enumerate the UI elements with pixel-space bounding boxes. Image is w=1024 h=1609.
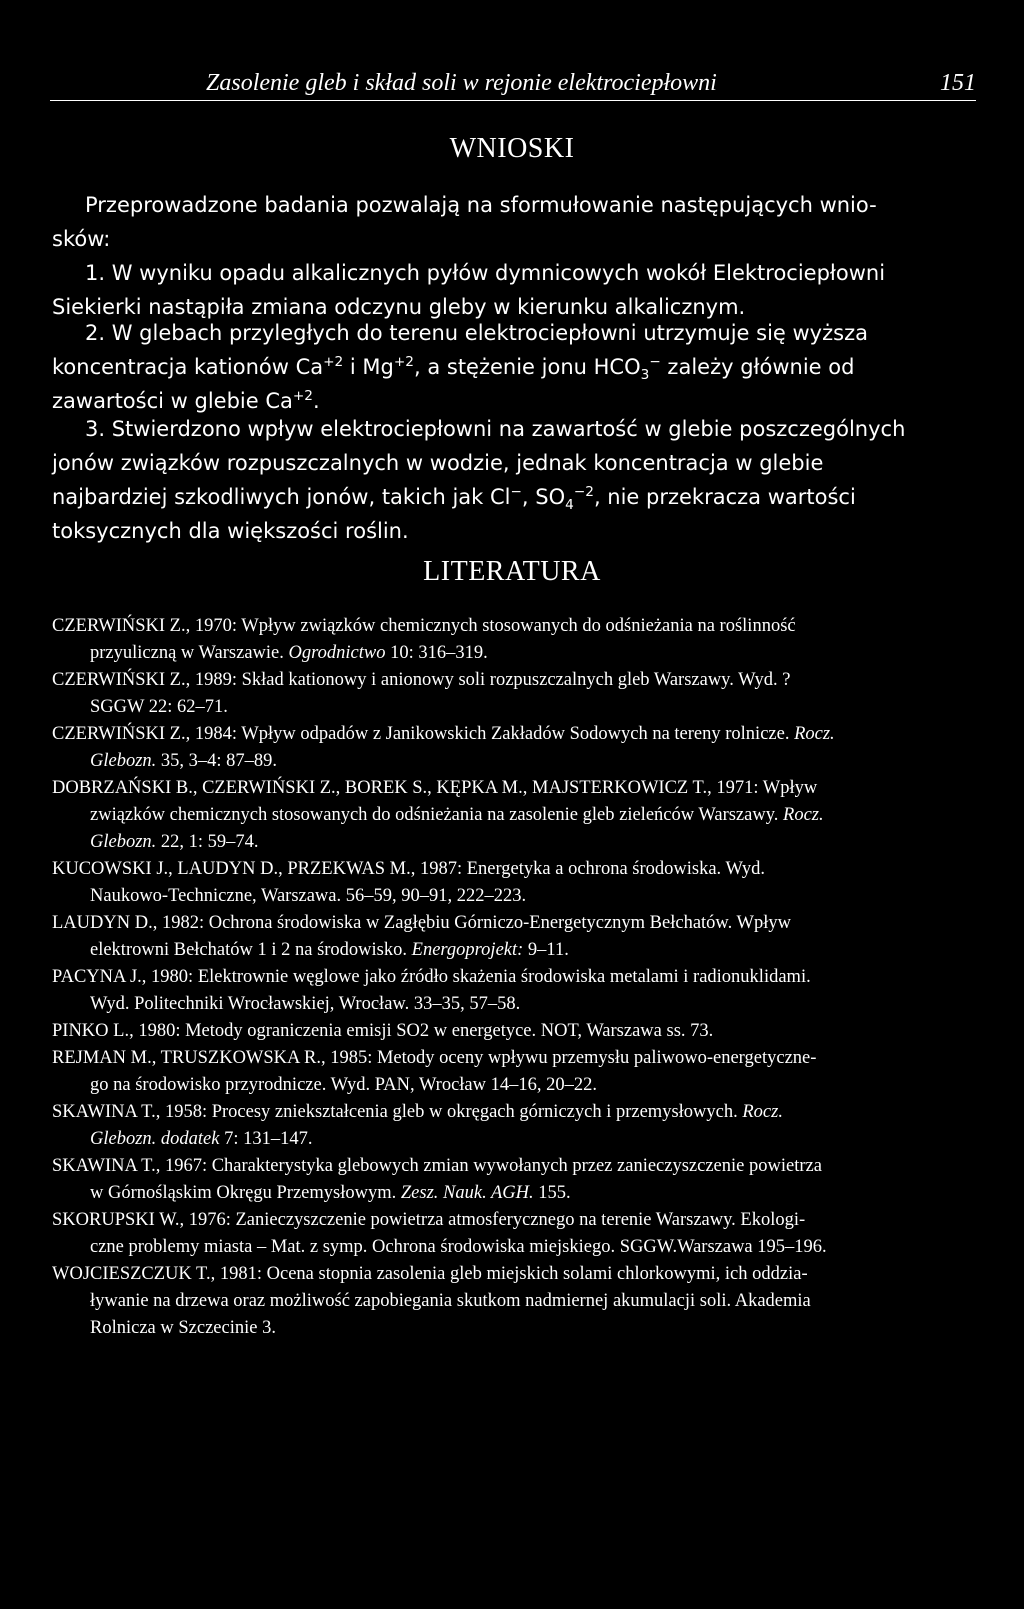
superscript: −2 <box>573 484 594 500</box>
superscript: − <box>510 484 522 500</box>
reference-line <box>52 1234 976 1261</box>
reference-line <box>52 1045 976 1072</box>
reference-entry <box>52 775 976 856</box>
conclusion-1 <box>52 256 976 324</box>
reference-text: CZERWIŃSKI Z., 1989: Skład kationowy i anionowy soli rozpuszczalnych gleb Warszawy. Wyd. ? <box>52 670 791 690</box>
page-number: 151 <box>940 70 976 96</box>
reference-text: czne problemy miasta – Mat. z symp. Ochrona środowiska miejskiego. SGGW.Warszawa 195–196. <box>90 1237 827 1257</box>
reference-text: 9–11. <box>523 940 569 960</box>
journal-title: Glebozn. <box>90 751 157 771</box>
reference-text: SKAWINA T., 1967: Charakterystyka glebowych zmian wywołanych przez zanieczyszczenie powietrza <box>52 1156 822 1176</box>
reference-line <box>52 1180 976 1207</box>
reference-line <box>52 1072 976 1099</box>
subscript: 4 <box>565 497 574 514</box>
reference-line <box>52 910 976 937</box>
section-heading-wnioski: WNIOSKI <box>449 133 575 164</box>
text-run: , SO <box>521 485 566 509</box>
text-line: 1. W wyniku opadu alkalicznych pyłów dymnicowych wokół Elektrociepłowni <box>85 261 886 285</box>
reference-text: 155. <box>533 1183 571 1203</box>
journal-title: Rocz. <box>742 1102 783 1122</box>
reference-text: SKORUPSKI W., 1976: Zanieczyszczenie powietrza atmosferycznego na terenie Warszawy. Ekologi- <box>52 1210 806 1230</box>
reference-text: CZERWIŃSKI Z., 1970: Wpływ związków chemicznych stosowanych do odśnieżania na roślinność <box>52 616 796 636</box>
reference-line <box>52 640 976 667</box>
journal-title: Glebozn. dodatek <box>90 1129 220 1149</box>
reference-entry <box>52 1045 976 1099</box>
superscript: +2 <box>292 388 313 404</box>
reference-line <box>52 721 976 748</box>
text-line: Siekierki nastąpiła zmiana odczynu gleby w kierunku alkalicznym. <box>52 295 746 319</box>
text-line: jonów związków rozpuszczalnych w wodzie, jednak koncentracja w glebie <box>52 451 824 475</box>
reference-entry <box>52 1261 976 1342</box>
reference-line <box>52 991 976 1018</box>
reference-text: SKAWINA T., 1958: Procesy zniekształcenia gleb w okręgach górniczych i przemysłowych. <box>52 1102 743 1122</box>
section-heading-literatura: LITERATURA <box>423 556 601 587</box>
reference-text: WOJCIESZCZUK T., 1981: Ocena stopnia zasolenia gleb miejskich solami chlorkowymi, ich oddzia- <box>52 1264 808 1284</box>
text-line: 2. W glebach przyległych do terenu elektrociepłowni utrzymuje się wyższa <box>85 321 868 345</box>
reference-line <box>52 964 976 991</box>
journal-title: Ogrodnictwo <box>288 643 386 663</box>
reference-entry <box>52 667 976 721</box>
reference-text: SGGW 22: 62–71. <box>90 697 228 717</box>
reference-text: KUCOWSKI J., LAUDYN D., PRZEKWAS M., 1987: Energetyka a ochrona środowiska. Wyd. <box>52 859 765 879</box>
text-run: najbardziej szkodliwych jonów, takich jak Cl <box>52 485 511 509</box>
reference-entry <box>52 856 976 910</box>
running-header <box>50 66 976 101</box>
text-line: Przeprowadzone badania pozwalają na sformułowanie następujących wnio- <box>85 193 877 217</box>
text-run: zależy głównie od <box>660 355 855 379</box>
reference-line <box>52 667 976 694</box>
reference-text: 7: 131–147. <box>219 1129 313 1149</box>
reference-line <box>52 1153 976 1180</box>
reference-line <box>52 1288 976 1315</box>
reference-text: DOBRZAŃSKI B., CZERWIŃSKI Z., BOREK S., KĘPKA M., MAJSTERKOWICZ T., 1971: Wpływ <box>52 778 818 798</box>
reference-line <box>52 829 976 856</box>
text-run: . <box>312 389 320 413</box>
conclusion-2 <box>52 316 976 418</box>
reference-line <box>52 1207 976 1234</box>
text-line <box>52 480 976 514</box>
text-run: , nie przekracza wartości <box>593 485 856 509</box>
reference-text: REJMAN M., TRUSZKOWSKA R., 1985: Metody oceny wpływu przemysłu paliwowo-energetyczne- <box>52 1048 817 1068</box>
journal-title: Glebozn. <box>90 832 157 852</box>
reference-entry <box>52 910 976 964</box>
reference-text: CZERWIŃSKI Z., 1984: Wpływ odpadów z Janikowskich Zakładów Sodowych na tereny rolnicze. <box>52 724 795 744</box>
reference-text: go na środowisko przyrodnicze. Wyd. PAN, Wrocław 14–16, 20–22. <box>90 1075 597 1095</box>
reference-entry <box>52 1207 976 1261</box>
text-line: 3. Stwierdzono wpływ elektrociepłowni na zawartość w glebie poszczególnych <box>85 417 906 441</box>
reference-text: 35, 3–4: 87–89. <box>156 751 278 771</box>
reference-line <box>52 694 976 721</box>
reference-line <box>52 1126 976 1153</box>
reference-line <box>52 1315 976 1342</box>
superscript: +2 <box>393 354 414 370</box>
reference-entry <box>52 964 976 1018</box>
reference-text: Wyd. Politechniki Wrocławskiej, Wrocław. 33–35, 57–58. <box>90 994 521 1014</box>
reference-text: PINKO L., 1980: Metody ograniczenia emisji SO2 w energetyce. NOT, Warszawa ss. 73. <box>52 1021 714 1041</box>
reference-line <box>52 1018 976 1045</box>
subscript: 3 <box>640 367 650 384</box>
text-run: i Mg <box>343 355 394 379</box>
journal-title: Rocz. <box>783 805 824 825</box>
conclusion-3 <box>52 412 976 548</box>
reference-line <box>52 1099 976 1126</box>
reference-text: w Górnośląskim Okręgu Przemysłowym. <box>90 1183 401 1203</box>
reference-text: przyuliczną w Warszawie. <box>90 643 289 663</box>
text-run: , a stężenie jonu HCO <box>413 355 641 379</box>
running-header-title: Zasolenie gleb i skład soli w rejonie elektrociepłowni <box>206 70 717 96</box>
text-run: zawartości w glebie Ca <box>52 389 293 413</box>
reference-list <box>52 613 976 1342</box>
text-run: koncentracja kationów Ca <box>52 355 324 379</box>
journal-title: Zesz. Nauk. AGH. <box>400 1183 534 1203</box>
reference-line <box>52 775 976 802</box>
reference-text: LAUDYN D., 1982: Ochrona środowiska w Zagłębiu Górniczo-Energetycznym Bełchatów. Wpływ <box>52 913 791 933</box>
journal-title: Energoprojekt: <box>411 940 524 960</box>
reference-line <box>52 856 976 883</box>
reference-text: 10: 316–319. <box>385 643 488 663</box>
reference-line <box>52 883 976 910</box>
reference-entry <box>52 613 976 667</box>
reference-line <box>52 937 976 964</box>
reference-text: 22, 1: 59–74. <box>156 832 259 852</box>
reference-text: Naukowo-Techniczne, Warszawa. 56–59, 90–91, 222–223. <box>90 886 527 906</box>
reference-text: związków chemicznych stosowanych do odśnieżania na zasolenie gleb zieleńców Warszawy. <box>90 805 784 825</box>
reference-entry <box>52 1099 976 1153</box>
wnioski-intro <box>52 188 976 256</box>
reference-text: PACYNA J., 1980: Elektrownie węglowe jako źródło skażenia środowiska metalami i radionuklidami. <box>52 967 811 987</box>
superscript: − <box>649 354 661 370</box>
reference-line <box>52 1261 976 1288</box>
text-line: toksycznych dla większości roślin. <box>52 519 409 543</box>
reference-line <box>52 748 976 775</box>
text-line: sków: <box>52 227 111 251</box>
reference-entry <box>52 1153 976 1207</box>
reference-line <box>52 802 976 829</box>
text-line <box>52 350 976 384</box>
reference-text: ływanie na drzewa oraz możliwość zapobiegania skutkom nadmiernej akumulacji soli. Akademia <box>90 1291 811 1311</box>
reference-entry <box>52 721 976 775</box>
reference-line <box>52 613 976 640</box>
reference-text: Rolnicza w Szczecinie 3. <box>90 1318 276 1338</box>
superscript: +2 <box>323 354 344 370</box>
reference-text: elektrowni Bełchatów 1 i 2 na środowisko. <box>90 940 412 960</box>
reference-entry <box>52 1018 976 1045</box>
journal-title: Rocz. <box>794 724 835 744</box>
